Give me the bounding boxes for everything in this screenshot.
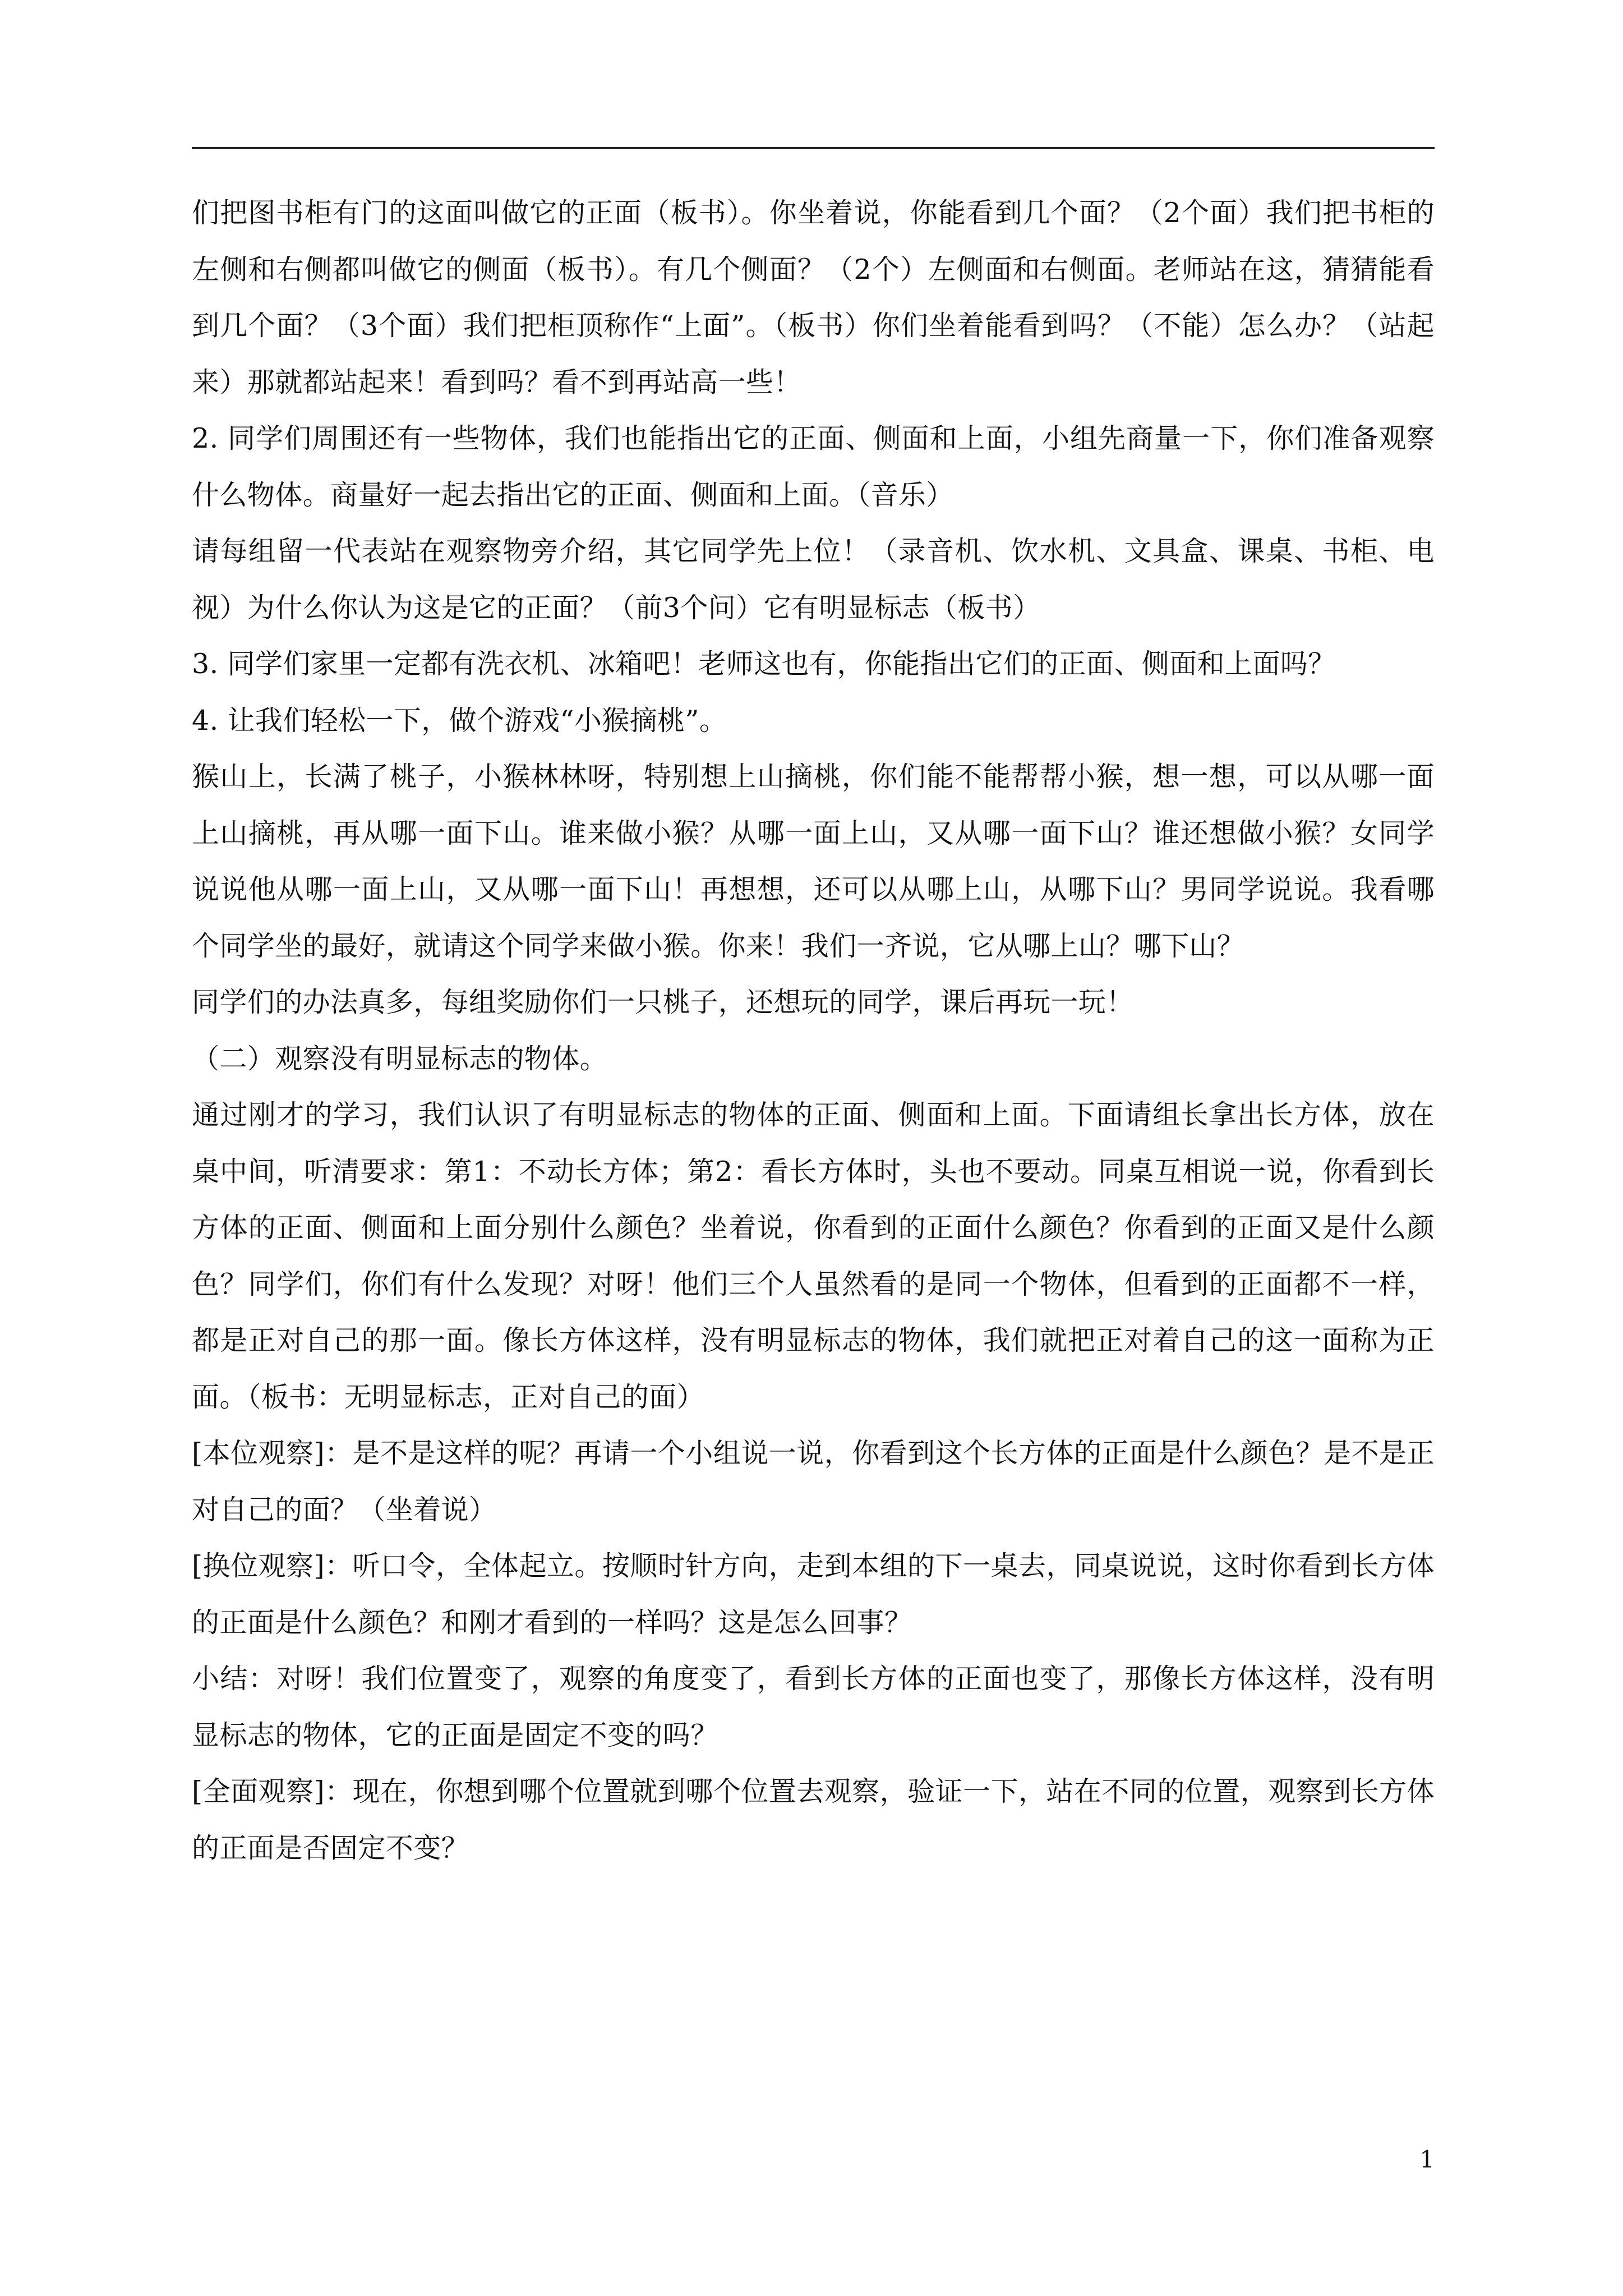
paragraph-summary: 小结：对呀！我们位置变了，观察的角度变了，看到长方体的正面也变了，那像长方体这样，没有明显标志的物体，它的正面是固定不变的吗？ (192, 1663, 1435, 1751)
paragraph-switch-observation: [换位观察]：听口令，全体起立。按顺时针方向，走到本组的下一桌去，同桌说说，这时你看到长方体的正面是什么颜色？和刚才看到的一样吗？这是怎么回事？ (192, 1550, 1435, 1639)
paragraph-step-4: 4. 让我们轻松一下，做个游戏“小猴摘桃”。 (192, 704, 727, 737)
paragraph-step-2: 2. 同学们周围还有一些物体，我们也能指出它的正面、侧面和上面，小组先商量一下，你们准备观察什么物体。商量好一起去指出它的正面、侧面和上面。（音乐） (192, 422, 1435, 511)
paragraph-cuboid-observation: 通过刚才的学习，我们认识了有明显标志的物体的正面、侧面和上面。下面请组长拿出长方体，放在桌中间，听清要求：第1：不动长方体；第2：看长方体时，头也不要动。同桌互相说一说，你看到长方体的正面、侧面和上面分别什么颜色？坐着说，你看到的正面什么颜色？你看到的正面又是什么颜色？同学们，你们有什么发现？对呀！他们三个人虽然看的是同一个物体，但看到的正面都不一样，都是正对自己的那一面。像长方体这样，没有明显标志的物体，我们就把正对着自己的这一面称为正面。（板书：无明显标志，正对自己的面） (192, 1099, 1435, 1413)
header-rule (192, 147, 1435, 149)
paragraph-full-observation: [全面观察]：现在，你想到哪个位置就到哪个位置去观察，验证一下，站在不同的位置，观察到长方体的正面是否固定不变？ (192, 1775, 1435, 1864)
paragraph-reward: 同学们的办法真多，每组奖励你们一只桃子，还想玩的同学，课后再玩一玩！ (192, 986, 1134, 1018)
document-body (192, 185, 1435, 1876)
paragraph-step-3: 3. 同学们家里一定都有洗衣机、冰箱吧！老师这也有，你能指出它们的正面、侧面和上面吗？ (192, 648, 1336, 680)
paragraph-monkey-game: 猴山上，长满了桃子，小猴林林呀，特别想上山摘桃，你们能不能帮帮小猴，想一想，可以从哪一面上山摘桃，再从哪一面下山。谁来做小猴？从哪一面上山，又从哪一面下山？谁还想做小猴？女同学说说他从哪一面上山，又从哪一面下山！再想想，还可以从哪上山，从哪下山？男同学说说。我看哪个同学坐的最好，就请这个同学来做小猴。你来！我们一齐说，它从哪上山？哪下山？ (192, 761, 1435, 962)
paragraph-group-representatives: 请每组留一代表站在观察物旁介绍，其它同学先上位！（录音机、饮水机、文具盒、课桌、书柜、电视）为什么你认为这是它的正面？（前3个问）它有明显标志（板书） (192, 535, 1435, 624)
paragraph-bookcase-faces: 们把图书柜有门的这面叫做它的正面（板书）。你坐着说，你能看到几个面？（2个面）我们把书柜的左侧和右侧都叫做它的侧面（板书）。有几个侧面？（2个）左侧面和右侧面。老师站在这，猜猜能看到几个面？（3个面）我们把柜顶称作“上面”。（板书）你们坐着能看到吗？（不能）怎么办？（站起来）那就都站起来！看到吗？看不到再站高一些！ (192, 197, 1435, 398)
paragraph-position-observation: [本位观察]：是不是这样的呢？再请一个小组说一说，你看到这个长方体的正面是什么颜色？是不是正对自己的面？（坐着说） (192, 1437, 1435, 1526)
page-number: 1 (1419, 2146, 1435, 2173)
section-heading-2: （二）观察没有明显标志的物体。 (192, 1042, 608, 1075)
